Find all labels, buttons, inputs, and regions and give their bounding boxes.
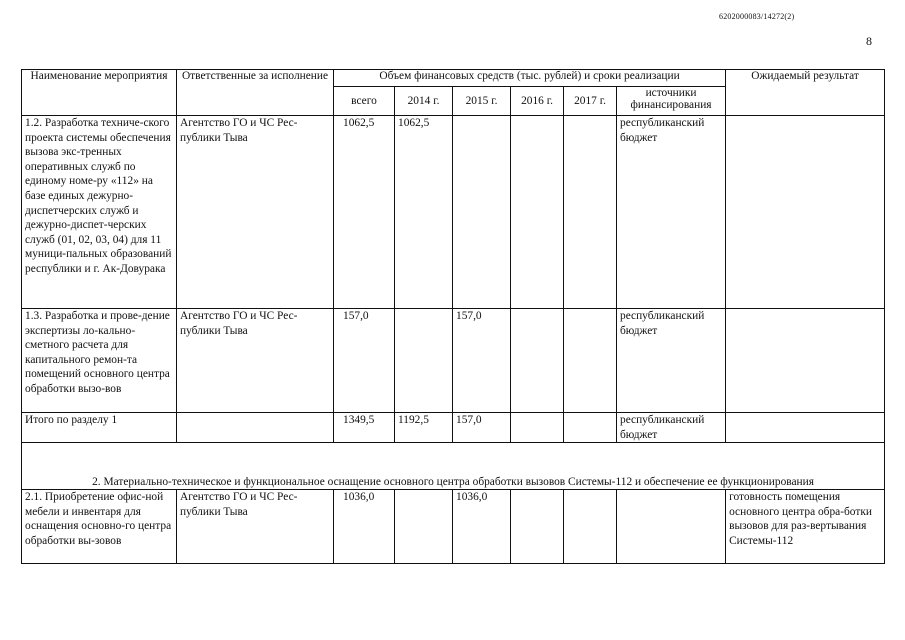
funding-source: республиканский бюджет — [617, 309, 726, 413]
document-code: 6202000083/14272(2) — [719, 12, 795, 21]
amount-2016 — [511, 413, 564, 443]
expected-result — [726, 309, 885, 413]
section-2-title: 2. Материально-техническое и функциональное оснащение основного центра обработки вызовов Системы-112 и обеспечение ее функционирования — [22, 443, 885, 490]
table-row-subtotal — [22, 413, 885, 443]
header-funding-group: Объем финансовых средств (тыс. рублей) и сроки реализации — [334, 70, 726, 87]
section-header-row — [22, 443, 885, 490]
amount-2015: 1036,0 — [453, 490, 511, 564]
header-total: всего — [334, 87, 395, 116]
header-sources: источники финансирования — [617, 87, 726, 116]
amount-2014: 1192,5 — [395, 413, 453, 443]
activity-name: 2.1. Приобретение офис-ной мебели и инвентаря для оснащения основно-го центра обработки вы-зовов — [22, 490, 177, 564]
amount-2014: 1062,5 — [395, 116, 453, 309]
header-year-2015: 2015 г. — [453, 87, 511, 116]
table-row — [22, 490, 885, 564]
amount-2015: 157,0 — [453, 309, 511, 413]
expected-result — [726, 413, 885, 443]
activity-name: 1.2. Разработка техниче-ского проекта системы обеспечения вызова экс-тренных оперативных служб по единому номе-ру «112» на базе единых дежурно-диспетчерских служб и дежурно-диспет-черских служб (01, 02, 03, 04) для 11 муници-пальных образований республики и г. Ак-Довурака — [22, 116, 177, 309]
expected-result: готовность помещения основного центра обра-ботки вызовов для раз-вертывания Системы-112 — [726, 490, 885, 564]
amount-2016 — [511, 116, 564, 309]
header-year-2016: 2016 г. — [511, 87, 564, 116]
amount-total: 1062,5 — [334, 116, 395, 309]
amount-2016 — [511, 490, 564, 564]
amount-2017 — [564, 490, 617, 564]
activity-responsible: Агентство ГО и ЧС Рес-публики Тыва — [177, 490, 334, 564]
amount-2014 — [395, 490, 453, 564]
amount-2016 — [511, 309, 564, 413]
amount-total: 1349,5 — [334, 413, 395, 443]
activity-name: Итого по разделу 1 — [22, 413, 177, 443]
activity-responsible: Агентство ГО и ЧС Рес-публики Тыва — [177, 116, 334, 309]
header-row-top — [22, 70, 885, 87]
header-responsible: Ответственные за исполнение — [177, 70, 334, 116]
header-expected-result: Ожидаемый результат — [726, 70, 885, 116]
amount-2017 — [564, 309, 617, 413]
expected-result — [726, 116, 885, 309]
funding-source — [617, 490, 726, 564]
header-year-2017: 2017 г. — [564, 87, 617, 116]
activity-responsible: Агентство ГО и ЧС Рес-публики Тыва — [177, 309, 334, 413]
activity-responsible — [177, 413, 334, 443]
page-number: 8 — [866, 34, 872, 48]
header-name: Наименование мероприятия — [22, 70, 177, 116]
table-row — [22, 116, 885, 309]
amount-2015: 157,0 — [453, 413, 511, 443]
amount-total: 1036,0 — [334, 490, 395, 564]
amount-2015 — [453, 116, 511, 309]
table-row — [22, 309, 885, 413]
amount-total: 157,0 — [334, 309, 395, 413]
amount-2017 — [564, 116, 617, 309]
activity-name: 1.3. Разработка и прове-дение экспертизы ло-кально-сметного расчета для капитального ремон-та помещений основного центра обработки вызо-вов — [22, 309, 177, 413]
program-activities-table — [21, 69, 885, 564]
header-year-2014: 2014 г. — [395, 87, 453, 116]
amount-2014 — [395, 309, 453, 413]
funding-source: республиканский бюджет — [617, 413, 726, 443]
funding-source: республиканский бюджет — [617, 116, 726, 309]
amount-2017 — [564, 413, 617, 443]
